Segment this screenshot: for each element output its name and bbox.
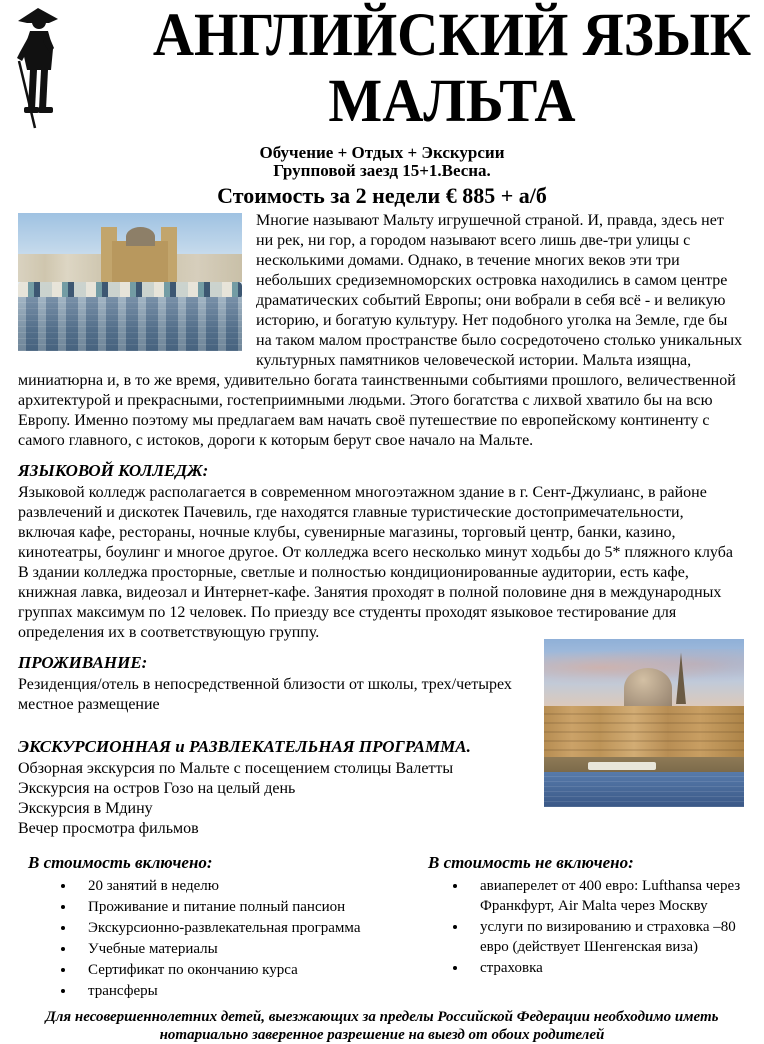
intro-section	[18, 211, 744, 451]
excursion-item: Вечер просмотра фильмов	[18, 820, 199, 837]
college-paragraph: Языковой колледж располагается в современном многоэтажном здание в г. Сент-Джулианс, в районе развлечений и дискотек Пачевиль, где находятся главные туристические достопримечательности, включая кафе, рестораны, ночные клубы, сувенирные магазины, торговый центр, банки, казино, кинотеатры, боулинг и многое другое. От колледжа всего несколько минут ходьбы до 5* пляжного клуба В здании колледжа просторные, светлые и полностью кондиционированные аудитории, есть кафе, книжная лавка, видеозал и Интернет-кафе. Занятия проходят в полной половине дня в международных группах максимум по 12 человек. По приезду все студенты проходят языковое тестирование для определения их в соответствующую группу.	[18, 484, 733, 641]
carmelite-dome	[624, 668, 672, 708]
list-item: • 20 занятий в неделю	[76, 876, 428, 896]
subtitle-group-date: Групповой заезд 15+1.Весна.	[273, 161, 491, 180]
list-item: • авиаперелет от 400 евро: Lufthansa через Франкфурт, Air Malta через Москву	[468, 876, 744, 916]
excursion-item: Обзорная экскурсия по Мальте с посещением столицы Валетты	[18, 760, 454, 777]
excursions-heading: ЭКСКУРСИОННАЯ и РАЗВЛЕКАТЕЛЬНАЯ ПРОГРАММА.	[18, 737, 471, 756]
list-item: • Сертификат по окончанию курса	[76, 960, 428, 980]
list-item: • Экскурсионно-развлекательная программа	[76, 918, 428, 938]
header	[0, 0, 764, 144]
church-nave	[112, 241, 168, 282]
church-dome	[126, 227, 155, 246]
list-item: • трансферы	[76, 981, 428, 1001]
included-column	[18, 853, 428, 1002]
gentleman-engraving-image	[6, 4, 70, 134]
accommodation-text: Резиденция/отель в непосредственной близости от школы, трех/четырех местное размещение	[18, 676, 512, 713]
college-heading: ЯЗЫКОВОЙ КОЛЛЕДЖ:	[18, 461, 209, 480]
college-section	[18, 461, 744, 643]
harbor-boats-row	[18, 282, 242, 299]
included-heading: В стоимость включено:	[28, 853, 213, 872]
harbor-water-reflections	[18, 297, 242, 351]
valletta-buildings	[544, 706, 744, 760]
excursion-item: Экскурсия на остров Гозо на целый день	[18, 780, 296, 797]
list-item: • Проживание и питание полный пансион	[76, 897, 428, 917]
cost-columns	[18, 853, 744, 1002]
page-title-line2: МАЛЬТА	[328, 67, 576, 136]
subtitle-program: Обучение + Отдых + Экскурсии	[259, 143, 505, 162]
price-line: Стоимость за 2 недели € 885 + а/б	[217, 183, 547, 208]
excursion-item: Экскурсия в Мдину	[18, 800, 153, 817]
valletta-waterfront-boat	[588, 762, 656, 770]
valletta-sea	[544, 772, 744, 807]
list-item: • услуги по визированию и страховка –80 евро (действует Шенгенская виза)	[468, 917, 744, 957]
page-title-line1: АНГЛИЙСКИЙ ЯЗЫК	[152, 1, 752, 70]
not-included-heading: В стоимость не включено:	[428, 853, 634, 872]
not-included-column	[428, 853, 744, 1002]
not-included-list	[428, 876, 744, 978]
valletta-skyline-photo	[544, 639, 744, 807]
included-list	[28, 876, 428, 1001]
list-item: • Учебные материалы	[76, 939, 428, 959]
middle-section	[18, 653, 744, 839]
list-item: • страховка	[468, 958, 744, 978]
accommodation-heading: ПРОЖИВАНИЕ:	[18, 653, 148, 672]
gentleman-engraving-icon	[6, 4, 70, 134]
title-block	[140, 0, 764, 136]
minors-notice: Для несовершеннолетних детей, выезжающих за пределы Российской Федерации необходимо иметь нотариально заверенное разрешение на выезд от обоих родителей	[45, 1009, 719, 1043]
intro-paragraph: Многие называют Мальту игрушечной страной. И, правда, здесь нет ни рек, ни гор, а городом называют всего лишь две-три улицы с несколькими домами. Однако, в течение многих веков эти три небольших средиземноморских островка находились в самом центре драматических событий Европы; они вобрали в себя всё - и великую историю, и богатую культуру. Нет подобного уголка на Земле, где бы на таком малом пространстве было сосредоточено столько уникальных культурных памятников человеческой истории. Мальта изящна, миниатюрна и, в то же время, удивительно богата таинственными событиями прошлого, величественной архитектурой и прекрасными, гостеприимными людьми. Этого богатства с лихвой хватило бы на всю Европу. Именно поэтому мы предлагаем вам начать своё путешествие по европейскому континенту с самого главного, с истоков, дороги к которым берут свое начало на Мальте.	[18, 212, 743, 449]
malta-harbor-photo	[18, 213, 242, 351]
